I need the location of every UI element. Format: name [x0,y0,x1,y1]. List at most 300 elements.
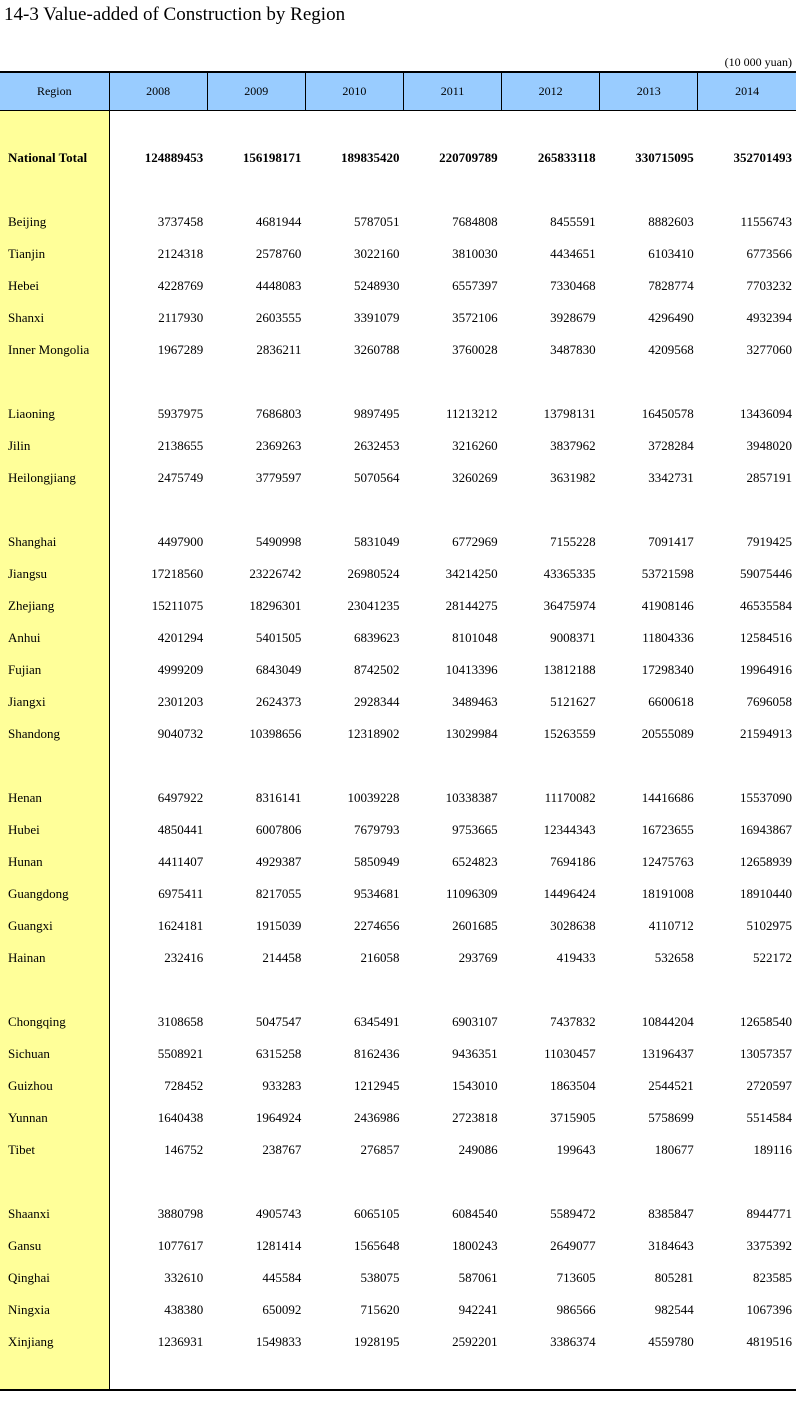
table-row [0,878,796,910]
value-cell: 17218560 [151,566,204,581]
table-row [0,302,796,334]
region-cell [0,366,109,398]
column-header: 2014 [698,72,796,110]
value-cell: 9040732 [157,726,204,741]
region-cell: Shanghai [0,526,109,558]
value-cell: 21594913 [740,726,792,741]
value-cell: 823585 [753,1270,792,1285]
value-cell: 4411407 [158,854,204,869]
value-cell: 2578760 [255,246,302,261]
value-cell: 713605 [556,1270,596,1285]
value-cell: 2475749 [157,470,204,485]
value-cell: 1800243 [452,1238,498,1253]
value-cell: 5514584 [746,1110,792,1125]
region-cell: Guizhou [0,1070,109,1102]
value-cell: 8217055 [255,886,302,901]
region-cell: Inner Mongolia [0,334,109,366]
table-row [0,910,796,942]
table-row [0,206,796,238]
region-cell: Guangdong [0,878,109,910]
value-cell: 9897495 [353,406,400,421]
table-row [0,1198,796,1230]
value-cell: 156198171 [242,150,302,165]
value-cell [207,110,305,142]
value-cell [207,174,305,206]
value-cell: 6315258 [255,1046,302,1061]
table-row [0,334,796,366]
value-cell: 522172 [753,950,792,965]
value-cell: 2301203 [157,694,204,709]
value-cell: 1967289 [157,342,204,357]
value-cell: 5831049 [353,534,400,549]
table-row [0,1262,796,1294]
table-row [0,430,796,462]
value-cell [109,1358,207,1390]
value-cell [698,1358,796,1390]
value-cell: 8385847 [648,1206,694,1221]
value-cell: 3631982 [550,470,596,485]
table-row [0,1006,796,1038]
value-cell: 1565648 [353,1238,400,1253]
value-cell: 6600618 [648,694,694,709]
value-cell [403,494,501,526]
value-cell: 18910440 [740,886,792,901]
region-cell: Fujian [0,654,109,686]
value-cell: 1915039 [255,918,302,933]
value-cell [600,1358,698,1390]
value-cell: 3386374 [550,1334,596,1349]
table-row [0,1102,796,1134]
value-cell: 1077617 [157,1238,204,1253]
value-cell: 3728284 [648,438,694,453]
region-cell: Jiangsu [0,558,109,590]
total-row [0,142,796,174]
value-cell [109,750,207,782]
value-cell [502,1358,600,1390]
value-cell [698,366,796,398]
value-cell [207,750,305,782]
value-cell: 7679793 [353,822,400,837]
value-cell [403,1166,501,1198]
region-cell: Shanxi [0,302,109,334]
value-cell: 124889453 [144,150,204,165]
value-cell: 2544521 [648,1078,694,1093]
value-cell: 3880798 [157,1206,204,1221]
table-body [0,110,796,1390]
value-cell [600,750,698,782]
value-cell: 13057357 [740,1046,792,1061]
value-cell: 2592201 [452,1334,498,1349]
value-cell: 2720597 [746,1078,792,1093]
value-cell [600,174,698,206]
value-cell: 1212945 [353,1078,400,1093]
value-cell: 4434651 [550,246,596,261]
value-cell: 6065105 [353,1206,400,1221]
table-row [0,462,796,494]
value-cell [403,174,501,206]
value-cell: 3277060 [746,342,792,357]
value-cell: 11213212 [446,406,498,421]
value-cell [109,174,207,206]
value-cell: 5850949 [353,854,400,869]
value-cell: 419433 [556,950,596,965]
value-cell: 15211075 [151,598,204,613]
value-cell: 1863504 [550,1078,596,1093]
region-cell [0,750,109,782]
value-cell: 3737458 [157,214,204,229]
region-cell [0,494,109,526]
value-cell: 8742502 [353,662,400,677]
value-cell: 352701493 [733,150,792,165]
value-cell: 12344343 [543,822,596,837]
value-cell [109,110,207,142]
spacer-row [0,1358,796,1390]
value-cell: 330715095 [635,150,694,165]
value-cell: 3375392 [746,1238,792,1253]
value-cell: 1543010 [452,1078,498,1093]
value-cell: 2857191 [746,470,792,485]
value-cell: 3928679 [550,310,596,325]
value-cell: 6773566 [746,246,792,261]
region-cell: Tibet [0,1134,109,1166]
value-cell: 3948020 [746,438,792,453]
value-cell: 12658939 [740,854,792,869]
value-cell: 532658 [654,950,694,965]
region-cell: Guangxi [0,910,109,942]
spacer-row [0,366,796,398]
value-cell: 7694186 [550,854,596,869]
value-cell: 12318902 [347,726,400,741]
value-cell: 18296301 [249,598,302,613]
value-cell: 4929387 [255,854,302,869]
region-cell [0,974,109,1006]
value-cell [502,110,600,142]
table-row [0,846,796,878]
value-cell: 2124318 [157,246,204,261]
region-cell [0,1166,109,1198]
value-cell: 36475974 [543,598,596,613]
value-cell: 3779597 [255,470,302,485]
column-header: Region [0,72,109,110]
value-cell: 18191008 [641,886,694,901]
value-cell [502,1166,600,1198]
value-cell: 10398656 [249,726,302,741]
header-row [0,72,796,110]
region-cell: Tianjin [0,238,109,270]
value-cell: 6524823 [452,854,498,869]
value-cell: 1624181 [157,918,204,933]
value-cell: 10844204 [641,1014,694,1029]
value-cell [600,974,698,1006]
value-cell: 9753665 [452,822,498,837]
table-row [0,526,796,558]
value-cell: 7155228 [550,534,596,549]
value-cell: 16943867 [740,822,792,837]
value-cell: 220709789 [439,150,498,165]
value-cell: 715620 [360,1302,400,1317]
value-cell: 650092 [262,1302,302,1317]
value-cell: 3028638 [550,918,596,933]
value-cell: 26980524 [347,566,400,581]
value-cell [502,494,600,526]
value-cell [502,974,600,1006]
value-cell: 728452 [164,1078,204,1093]
value-cell: 7696058 [746,694,792,709]
value-cell: 2624373 [255,694,302,709]
table-row [0,1326,796,1358]
value-cell: 6843049 [255,662,302,677]
value-cell: 8316141 [255,790,302,805]
value-cell [698,974,796,1006]
value-cell [109,366,207,398]
value-cell: 4209568 [648,342,694,357]
value-cell: 5070564 [353,470,400,485]
value-cell [600,494,698,526]
table-row [0,814,796,846]
value-cell: 4932394 [746,310,792,325]
value-cell: 3572106 [452,310,498,325]
value-cell [403,366,501,398]
value-cell: 4110712 [648,918,694,933]
value-cell: 2436986 [353,1110,400,1125]
value-cell: 2274656 [353,918,400,933]
value-cell [698,110,796,142]
value-cell: 2632453 [353,438,400,453]
value-cell: 9008371 [550,630,596,645]
value-cell [207,974,305,1006]
value-cell: 1640438 [157,1110,204,1125]
value-cell: 5508921 [157,1046,204,1061]
value-cell: 3108658 [157,1014,204,1029]
value-cell: 2138655 [157,438,204,453]
value-cell: 4448083 [255,278,302,293]
value-cell: 16723655 [641,822,694,837]
value-cell: 986566 [556,1302,596,1317]
table-row [0,1038,796,1070]
value-cell [403,974,501,1006]
unit-note: (10 000 yuan) [724,55,792,69]
value-cell: 6557397 [452,278,498,293]
value-cell: 1067396 [746,1302,792,1317]
value-cell: 53721598 [641,566,694,581]
value-cell [207,366,305,398]
value-cell: 189835420 [340,150,400,165]
value-cell: 332610 [164,1270,204,1285]
value-cell: 34214250 [445,566,498,581]
value-cell [305,1358,403,1390]
region-cell [0,1358,109,1390]
region-cell: Zhejiang [0,590,109,622]
region-cell: Heilongjiang [0,462,109,494]
value-cell: 11170082 [544,790,596,805]
table-row [0,942,796,974]
value-cell: 5589472 [550,1206,596,1221]
value-cell: 23226742 [249,566,302,581]
spacer-row [0,1166,796,1198]
value-cell: 1549833 [255,1334,302,1349]
value-cell: 7686803 [255,406,302,421]
value-cell: 2603555 [255,310,302,325]
value-cell: 1281414 [255,1238,302,1253]
value-cell: 20555089 [641,726,694,741]
value-cell [109,1166,207,1198]
value-cell: 8882603 [648,214,694,229]
table-row [0,558,796,590]
value-cell: 6345491 [353,1014,400,1029]
region-cell: Chongqing [0,1006,109,1038]
value-cell: 4905743 [255,1206,302,1221]
column-header: 2013 [600,72,698,110]
value-cell [600,110,698,142]
value-cell: 3022160 [353,246,400,261]
region-cell: Jiangxi [0,686,109,718]
value-cell: 4228769 [157,278,204,293]
value-cell: 933283 [262,1078,302,1093]
value-cell: 4201294 [157,630,204,645]
spacer-row [0,110,796,142]
value-cell: 5102975 [746,918,792,933]
table-row [0,398,796,430]
value-cell [698,750,796,782]
value-cell [305,174,403,206]
value-cell: 2928344 [353,694,400,709]
value-cell: 587061 [458,1270,498,1285]
value-cell: 276857 [360,1142,400,1157]
value-cell [207,1166,305,1198]
value-cell: 3184643 [648,1238,694,1253]
value-cell: 16450578 [641,406,694,421]
region-cell: Henan [0,782,109,814]
value-cell [305,366,403,398]
value-cell: 11030457 [544,1046,596,1061]
value-cell: 199643 [556,1142,596,1157]
value-cell [403,110,501,142]
value-cell [305,1166,403,1198]
value-cell: 7437832 [550,1014,596,1029]
value-cell [502,750,600,782]
value-cell: 189116 [753,1142,792,1157]
value-cell: 46535584 [740,598,792,613]
value-cell: 13436094 [740,406,792,421]
value-cell: 445584 [262,1270,302,1285]
value-cell: 3837962 [550,438,596,453]
value-cell [305,750,403,782]
value-cell: 265833118 [537,150,596,165]
value-cell: 216058 [360,950,400,965]
region-cell [0,110,109,142]
value-cell: 15537090 [740,790,792,805]
value-cell: 942241 [458,1302,498,1317]
value-cell: 14496424 [543,886,596,901]
table-row [0,686,796,718]
value-cell: 805281 [654,1270,694,1285]
value-cell: 2649077 [550,1238,596,1253]
region-cell: Jilin [0,430,109,462]
value-cell: 10413396 [445,662,498,677]
value-cell: 11556743 [740,214,792,229]
value-cell: 3391079 [353,310,400,325]
column-header: 2009 [207,72,305,110]
value-cell: 8455591 [550,214,596,229]
region-cell: Qinghai [0,1262,109,1294]
value-cell: 17298340 [641,662,694,677]
value-cell: 7091417 [648,534,694,549]
value-cell: 5490998 [255,534,302,549]
value-cell: 238767 [262,1142,302,1157]
region-cell: Hainan [0,942,109,974]
value-cell: 4850441 [157,822,204,837]
value-cell: 1964924 [255,1110,302,1125]
table-title: 14-3 Value-added of Construction by Region [4,4,346,25]
value-cell: 538075 [360,1270,400,1285]
value-cell: 12475763 [641,854,694,869]
value-cell: 2836211 [256,342,302,357]
region-cell: Hubei [0,814,109,846]
value-cell: 6007806 [255,822,302,837]
table-row [0,622,796,654]
spacer-row [0,974,796,1006]
value-cell: 7330468 [550,278,596,293]
value-cell: 1928195 [353,1334,400,1349]
value-cell: 41908146 [641,598,694,613]
data-table [0,71,796,1391]
value-cell: 2369263 [255,438,302,453]
value-cell: 8162436 [353,1046,400,1061]
value-cell: 6975411 [158,886,204,901]
region-cell: Xinjiang [0,1326,109,1358]
region-cell: Shaanxi [0,1198,109,1230]
region-cell: Anhui [0,622,109,654]
value-cell [109,974,207,1006]
value-cell: 3342731 [648,470,694,485]
region-cell: Hebei [0,270,109,302]
value-cell [403,750,501,782]
region-cell: National Total [0,142,109,174]
region-cell: Beijing [0,206,109,238]
value-cell: 982544 [654,1302,694,1317]
column-header: 2011 [403,72,501,110]
spacer-row [0,174,796,206]
table-row [0,1294,796,1326]
value-cell: 249086 [458,1142,498,1157]
value-cell: 4559780 [648,1334,694,1349]
value-cell [207,1358,305,1390]
value-cell: 2117930 [158,310,204,325]
value-cell: 214458 [262,950,302,965]
value-cell: 5047547 [255,1014,302,1029]
value-cell: 2601685 [452,918,498,933]
region-cell: Liaoning [0,398,109,430]
value-cell: 13029984 [445,726,498,741]
value-cell: 5937975 [157,406,204,421]
region-cell: Sichuan [0,1038,109,1070]
value-cell [305,494,403,526]
value-cell [305,974,403,1006]
value-cell [502,174,600,206]
value-cell: 19964916 [740,662,792,677]
value-cell: 5121627 [550,694,596,709]
value-cell: 15263559 [543,726,596,741]
column-header: 2008 [109,72,207,110]
table-row [0,718,796,750]
region-cell: Hunan [0,846,109,878]
value-cell: 23041235 [347,598,400,613]
value-cell: 59075446 [740,566,792,581]
value-cell: 1236931 [157,1334,204,1349]
value-cell: 3487830 [550,342,596,357]
value-cell [698,1166,796,1198]
value-cell [698,494,796,526]
